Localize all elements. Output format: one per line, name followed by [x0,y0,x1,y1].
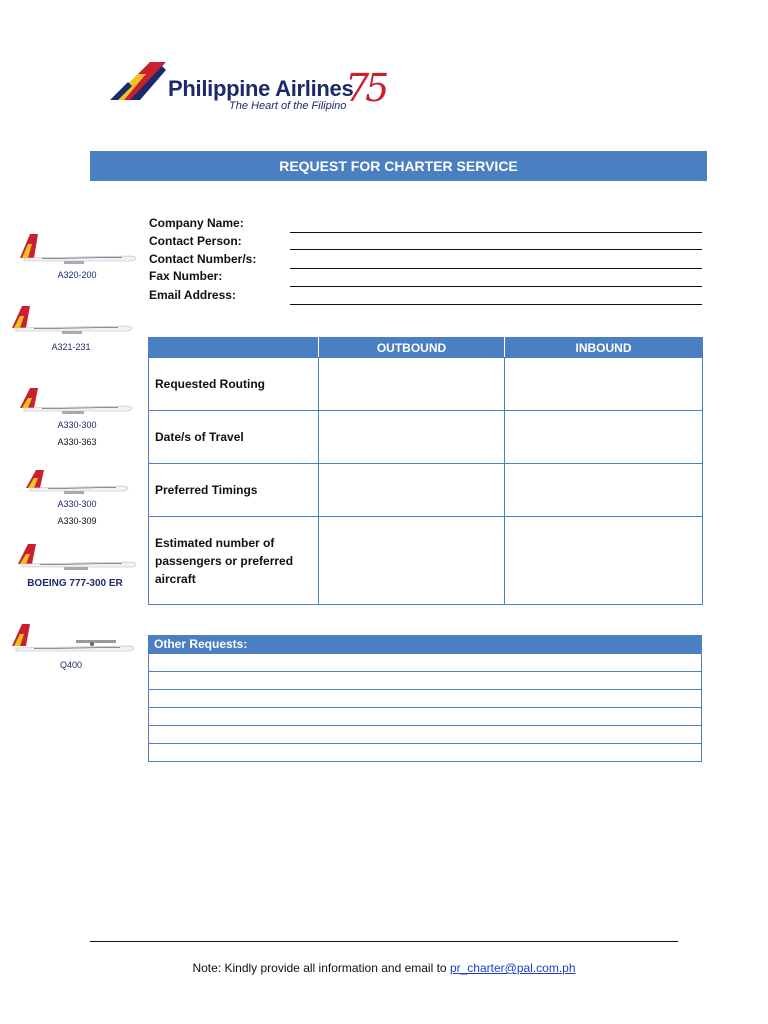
aircraft-label: A320-200 [57,270,97,280]
other-requests-line[interactable] [148,726,702,744]
table-row [149,358,703,411]
other-requests-section [148,635,702,762]
table-row [149,517,703,605]
other-requests-line[interactable] [148,708,702,726]
contact-person-field[interactable] [290,249,702,250]
airplane-icon [10,542,140,574]
fax-number-label: Fax Number: [149,269,223,283]
row-label-passengers: Estimated number of passengers or preferred aircraft [149,517,319,605]
other-requests-line[interactable] [148,744,702,762]
table-row [149,464,703,517]
aircraft-label: A330-300 [57,499,97,509]
travel-details-table [148,337,703,605]
aircraft-label: Q400 [59,660,83,670]
anniversary-mark: 75 [345,66,386,110]
aircraft-q400 [6,622,136,672]
header-outbound: OUTBOUND [319,338,505,358]
aircraft-a330-309 [12,468,142,530]
other-requests-line[interactable] [148,654,702,672]
logo-name: Philippine Airlines [168,76,354,101]
aircraft-label: A321-231 [51,342,91,352]
footer-note-text: Note: Kindly provide all information and email to [192,961,447,975]
aircraft-label: A330-300 [57,420,97,430]
aircraft-a321 [6,302,136,357]
outbound-timings-cell[interactable] [319,464,505,517]
aircraft-a320 [12,228,142,288]
airplane-icon [6,622,136,658]
aircraft-777 [10,542,140,594]
header-blank [149,338,319,358]
footer-divider [90,941,678,942]
row-label-timings: Preferred Timings [149,464,319,517]
aircraft-sub-label: A330-363 [57,437,97,447]
table-row [149,411,703,464]
form-title: REQUEST FOR CHARTER SERVICE [90,151,707,181]
fax-number-field[interactable] [290,286,702,287]
contact-number-field[interactable] [290,268,702,269]
company-name-field[interactable] [290,232,702,233]
aircraft-sub-label: A330-309 [57,516,97,526]
airplane-icon [12,468,142,498]
company-name-label: Company Name: [149,216,244,230]
other-requests-line[interactable] [148,690,702,708]
airplane-icon [12,228,142,268]
other-requests-header: Other Requests: [148,635,702,654]
row-label-dates: Date/s of Travel [149,411,319,464]
contact-number-label: Contact Number/s: [149,252,257,266]
header-inbound: INBOUND [505,338,703,358]
inbound-routing-cell[interactable] [505,358,703,411]
aircraft-a330-363 [12,386,142,448]
other-requests-line[interactable] [148,672,702,690]
footer-note [0,961,768,975]
airplane-icon [6,302,136,338]
email-address-label: Email Address: [149,288,236,302]
outbound-routing-cell[interactable] [319,358,505,411]
aircraft-label: BOEING 777-300 ER [27,578,123,589]
row-label-routing: Requested Routing [149,358,319,411]
table-header-row [149,338,703,358]
email-address-field[interactable] [290,304,702,305]
airplane-icon [12,386,142,418]
inbound-timings-cell[interactable] [505,464,703,517]
inbound-passengers-cell[interactable] [505,517,703,605]
pal-sunburst-logo-icon [110,62,168,102]
contact-person-label: Contact Person: [149,234,242,248]
outbound-passengers-cell[interactable] [319,517,505,605]
inbound-dates-cell[interactable] [505,411,703,464]
charter-email-link[interactable]: pr_charter@pal.com.ph [449,961,576,975]
outbound-dates-cell[interactable] [319,411,505,464]
logo-tagline: The Heart of the Filipino [229,100,347,112]
